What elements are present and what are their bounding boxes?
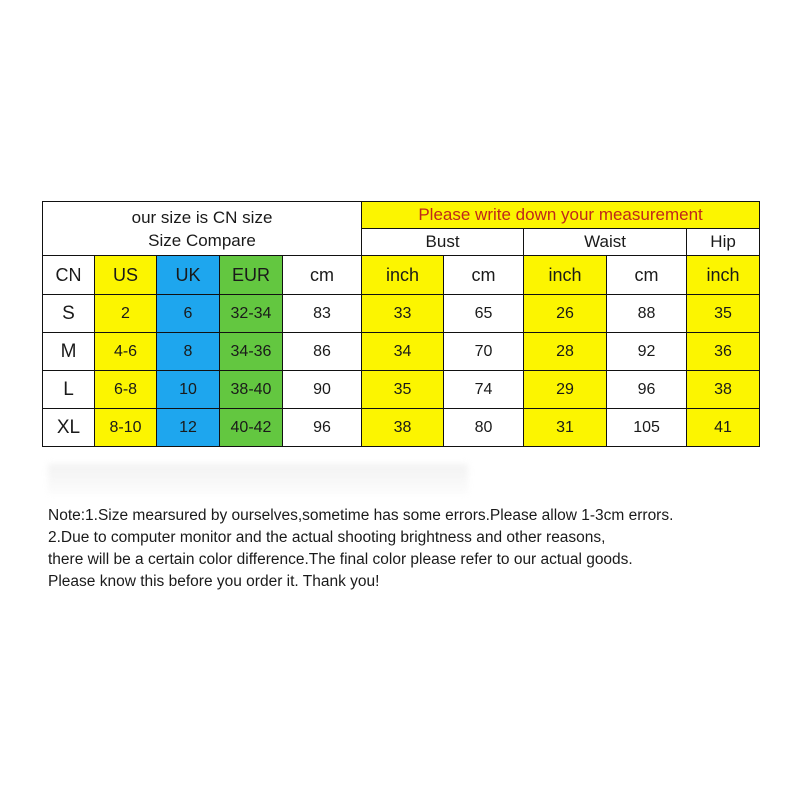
waist-cm-cell: 65 xyxy=(444,295,524,333)
us-size-cell: 4-6 xyxy=(95,333,157,371)
waist-inch-cell: 31 xyxy=(524,409,607,447)
table-row xyxy=(43,409,760,447)
table-row xyxy=(43,295,760,333)
bust-cm-cell: 96 xyxy=(283,409,362,447)
bust-inch-cell: 33 xyxy=(362,295,444,333)
hip-cm-cell: 96 xyxy=(607,371,687,409)
bust-inch-cell: 34 xyxy=(362,333,444,371)
us-size-cell: 8-10 xyxy=(95,409,157,447)
note-line: Please know this before you order it. Thank you! xyxy=(48,573,380,590)
bust-inch-cell: 38 xyxy=(362,409,444,447)
our-size-note: our size is CN size xyxy=(131,207,273,227)
size-chart-table xyxy=(42,201,760,447)
table-row xyxy=(43,371,760,409)
note-line: there will be a certain color difference.The final color please refer to our actual goods. xyxy=(48,551,633,568)
us-size-cell: 2 xyxy=(95,295,157,333)
size-compare-header xyxy=(43,202,362,256)
eur-size-cell: 34-36 xyxy=(220,333,283,371)
waist-inch-cell: 26 xyxy=(524,295,607,333)
uk-size-cell: 8 xyxy=(157,333,220,371)
us-size-cell: 6-8 xyxy=(95,371,157,409)
col-header-cn: CN xyxy=(43,256,95,295)
waist-cm-cell: 74 xyxy=(444,371,524,409)
hip-cm-cell: 88 xyxy=(607,295,687,333)
waist-inch-cell: 29 xyxy=(524,371,607,409)
col-header-bust-inch: inch xyxy=(362,256,444,295)
cn-size-cell: M xyxy=(43,333,95,371)
col-header-uk: UK xyxy=(157,256,220,295)
waist-cm-cell: 80 xyxy=(444,409,524,447)
hip-group-header: Hip xyxy=(687,229,760,256)
bust-cm-cell: 90 xyxy=(283,371,362,409)
hip-inch-cell: 38 xyxy=(687,371,760,409)
table-row xyxy=(43,333,760,371)
col-header-us: US xyxy=(95,256,157,295)
bust-inch-cell: 35 xyxy=(362,371,444,409)
note-line: 2.Due to computer monitor and the actual shooting brightness and other reasons, xyxy=(48,529,606,546)
blurred-text-band xyxy=(48,464,468,494)
uk-size-cell: 6 xyxy=(157,295,220,333)
waist-inch-cell: 28 xyxy=(524,333,607,371)
col-header-bust-cm: cm xyxy=(283,256,362,295)
waist-cm-cell: 70 xyxy=(444,333,524,371)
size-compare-label: Size Compare xyxy=(148,230,256,250)
bust-group-header: Bust xyxy=(362,229,524,256)
bust-cm-cell: 83 xyxy=(283,295,362,333)
uk-size-cell: 12 xyxy=(157,409,220,447)
col-header-waist-cm: cm xyxy=(444,256,524,295)
hip-inch-cell: 41 xyxy=(687,409,760,447)
eur-size-cell: 38-40 xyxy=(220,371,283,409)
hip-inch-cell: 36 xyxy=(687,333,760,371)
cn-size-cell: XL xyxy=(43,409,95,447)
cn-size-cell: S xyxy=(43,295,95,333)
waist-group-header: Waist xyxy=(524,229,687,256)
hip-inch-cell: 35 xyxy=(687,295,760,333)
col-header-hip-cm: cm xyxy=(607,256,687,295)
uk-size-cell: 10 xyxy=(157,371,220,409)
measurement-banner: Please write down your measurement xyxy=(362,202,760,229)
col-header-eur: EUR xyxy=(220,256,283,295)
col-header-waist-inch: inch xyxy=(524,256,607,295)
size-note xyxy=(48,505,758,593)
col-header-hip-inch: inch xyxy=(687,256,760,295)
note-line: Note:1.Size mearsured by ourselves,sometime has some errors.Please allow 1-3cm errors. xyxy=(48,507,674,524)
hip-cm-cell: 92 xyxy=(607,333,687,371)
cn-size-cell: L xyxy=(43,371,95,409)
eur-size-cell: 32-34 xyxy=(220,295,283,333)
eur-size-cell: 40-42 xyxy=(220,409,283,447)
bust-cm-cell: 86 xyxy=(283,333,362,371)
hip-cm-cell: 105 xyxy=(607,409,687,447)
